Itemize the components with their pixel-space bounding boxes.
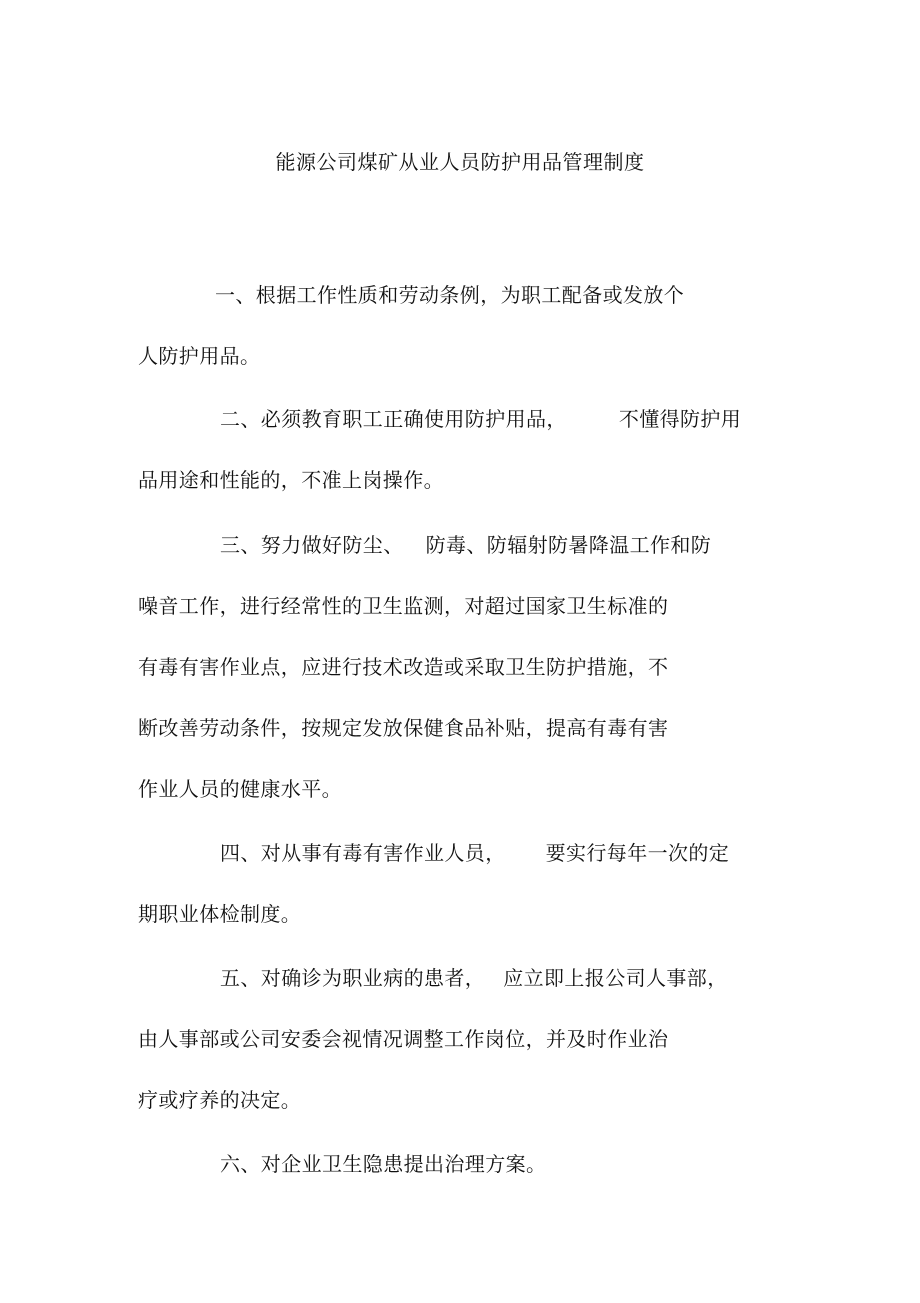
text-segment: 噪音工作，进行经常性的卫生监测，对超过国家卫生标准的 [138, 594, 669, 618]
document-title: 能源公司煤矿从业人员防护用品管理制度 [275, 150, 645, 174]
text-segment: 六、对企业卫生隐患提出治理方案。 [220, 1152, 547, 1176]
text-segment: 有毒有害作业点，应进行技术改造或采取卫生防护措施，不 [138, 655, 669, 679]
paragraph-3-line-3 [138, 652, 668, 682]
text-segment: 应立即上报公司人事部， [503, 966, 728, 990]
text-segment: 人防护用品。 [138, 344, 261, 368]
text-segment: 二、必须教育职工正确使用防护用品， [220, 407, 567, 431]
text-segment: 作业人员的健康水平。 [138, 777, 342, 801]
text-segment: 疗或疗养的决定。 [138, 1088, 302, 1112]
paragraph-5-line-3 [138, 1085, 301, 1115]
text-segment: 由人事部或公司安委会视情况调整工作岗位，并及时作业治 [138, 1027, 669, 1051]
paragraph-2-line-2 [138, 465, 444, 495]
paragraph-4-line-2 [138, 899, 301, 929]
paragraph-5-line-2 [138, 1024, 668, 1054]
paragraph-1-line-1 [215, 280, 684, 310]
text-segment: 五、对确诊为职业病的患者， [220, 966, 486, 990]
paragraph-5-line-1 [220, 963, 728, 993]
text-segment: 品用途和性能的，不准上岗操作。 [138, 468, 444, 492]
text-segment: 不懂得防护用 [618, 407, 742, 431]
text-segment: 要实行每年一次的定 [545, 841, 730, 865]
text-segment: 期职业体检制度。 [138, 902, 302, 926]
paragraph-1-line-2 [138, 341, 260, 371]
paragraph-3-line-1 [220, 530, 711, 560]
text-segment: 一、根据工作性质和劳动条例，为职工配备或发放个 [215, 283, 685, 307]
paragraph-2-line-1 [220, 404, 741, 434]
paragraph-3-line-4 [138, 713, 668, 743]
text-segment: 四、对从事有毒有害作业人员， [220, 841, 506, 865]
text-segment: 防毒、防辐射防暑降温工作和防 [425, 533, 712, 557]
paragraph-3-line-5 [138, 774, 342, 804]
paragraph-3-line-2 [138, 591, 668, 621]
text-segment: 三、努力做好防尘、 [220, 533, 404, 557]
paragraph-4-line-1 [220, 838, 729, 868]
text-segment: 断改善劳动条件，按规定发放保健食品补贴，提高有毒有害 [138, 716, 669, 740]
paragraph-6-line-1 [220, 1149, 546, 1179]
